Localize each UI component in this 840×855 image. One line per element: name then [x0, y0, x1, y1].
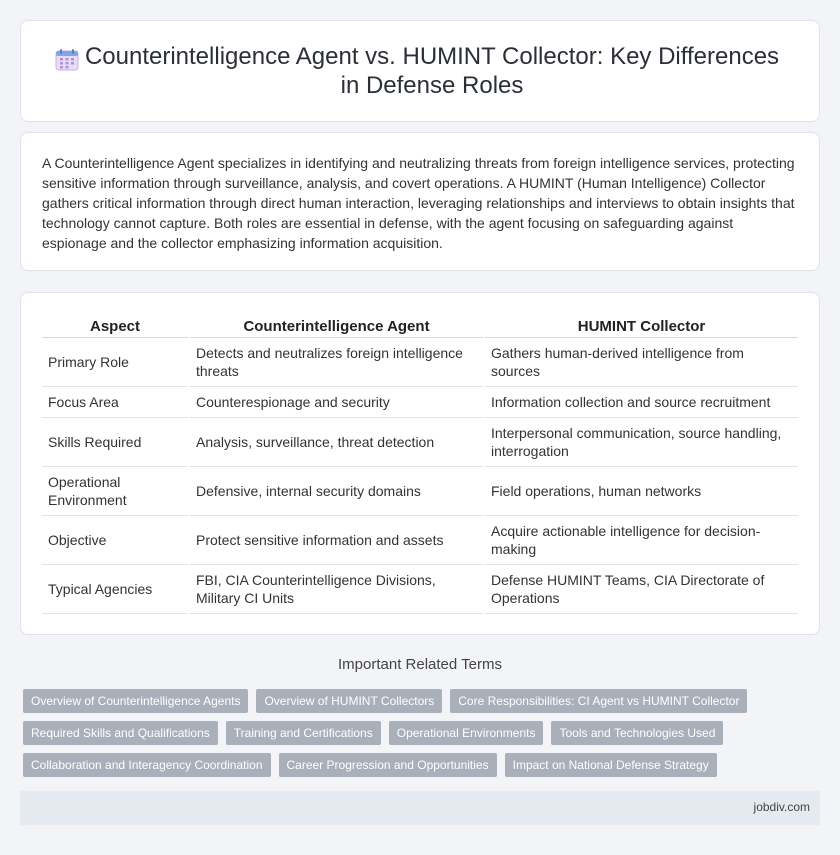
related-term-tag[interactable]: Collaboration and Interagency Coordination	[23, 753, 271, 777]
table-row	[42, 387, 798, 418]
ci-agent-cell: Defensive, internal security domains	[189, 467, 484, 516]
related-term-tag[interactable]: Core Responsibilities: CI Agent vs HUMINT Collector	[450, 689, 747, 713]
humint-cell: Gathers human-derived intelligence from sources	[484, 338, 798, 387]
related-term-tag[interactable]: Overview of HUMINT Collectors	[256, 689, 442, 713]
related-terms-list	[23, 689, 823, 785]
related-term-tag[interactable]: Tools and Technologies Used	[551, 721, 723, 745]
humint-cell: Information collection and source recruitment	[484, 387, 798, 418]
header-humint-collector: HUMINT Collector	[484, 315, 798, 338]
header-ci-agent: Counterintelligence Agent	[189, 315, 484, 338]
aspect-cell: Focus Area	[42, 387, 189, 418]
table-row	[42, 418, 798, 467]
related-term-tag[interactable]: Career Progression and Opportunities	[279, 753, 497, 777]
related-term-tag[interactable]: Operational Environments	[389, 721, 544, 745]
aspect-cell: Objective	[42, 516, 189, 565]
aspect-cell: Operational Environment	[42, 467, 189, 516]
table-row	[42, 516, 798, 565]
aspect-cell: Skills Required	[42, 418, 189, 467]
comparison-card	[20, 292, 820, 635]
site-name[interactable]: jobdiv.com	[753, 800, 810, 814]
ci-agent-cell: Detects and neutralizes foreign intelligence threats	[189, 338, 484, 387]
related-terms-heading: Important Related Terms	[338, 656, 502, 673]
humint-cell: Defense HUMINT Teams, CIA Directorate of Operations	[484, 565, 798, 614]
related-term-tag[interactable]: Impact on National Defense Strategy	[505, 753, 717, 777]
page-title: Counterintelligence Agent vs. HUMINT Collector: Key Differences in Defense Roles	[84, 43, 780, 99]
aspect-cell: Typical Agencies	[42, 565, 189, 614]
ci-agent-cell: Protect sensitive information and assets	[189, 516, 484, 565]
ci-agent-cell: Analysis, surveillance, threat detection	[189, 418, 484, 467]
table-row	[42, 338, 798, 387]
table-row	[42, 565, 798, 614]
aspect-cell: Primary Role	[42, 338, 189, 387]
title-card	[20, 20, 820, 122]
intro-card	[20, 132, 820, 271]
humint-cell: Field operations, human networks	[484, 467, 798, 516]
table-row	[42, 467, 798, 516]
footer-bar	[20, 791, 820, 825]
header-aspect: Aspect	[42, 315, 189, 338]
ci-agent-cell: FBI, CIA Counterintelligence Divisions, Military CI Units	[189, 565, 484, 614]
table-header-row	[42, 315, 798, 338]
comparison-table	[42, 315, 798, 614]
related-term-tag[interactable]: Overview of Counterintelligence Agents	[23, 689, 248, 713]
intro-paragraph: A Counterintelligence Agent specializes in identifying and neutralizing threats from foreign intelligence services, protecting sensitive information through surveillance, analysis, and covert operations. A HUMINT (Human Intelligence) Collector gathers critical information through direct human interaction, leveraging relationships and interviews to obtain insights that technology cannot capture. Both roles are essential in defense, with the agent focusing on safeguarding against espionage and the collector emphasizing information acquisition.	[42, 155, 795, 251]
related-term-tag[interactable]: Required Skills and Qualifications	[23, 721, 218, 745]
humint-cell: Acquire actionable intelligence for decision-making	[484, 516, 798, 565]
ci-agent-cell: Counterespionage and security	[189, 387, 484, 418]
humint-cell: Interpersonal communication, source handling, interrogation	[484, 418, 798, 467]
related-term-tag[interactable]: Training and Certifications	[226, 721, 381, 745]
